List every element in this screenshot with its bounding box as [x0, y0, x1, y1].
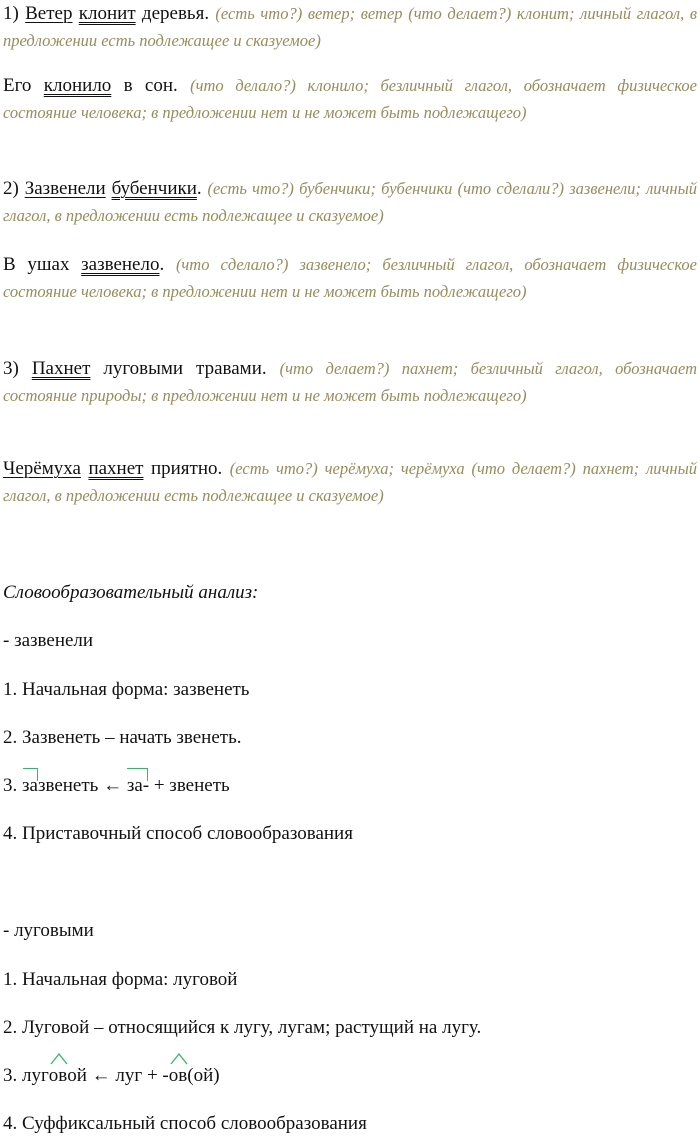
predicate-word: клонит [78, 3, 136, 24]
predicate-word: зазвенело [81, 254, 160, 275]
derivation-text: звенеть ← [37, 775, 127, 796]
sentence-rest: . [196, 178, 202, 199]
suffix-arc-icon [50, 1053, 68, 1065]
derivation-text: (ой) [187, 1065, 220, 1086]
sentence-block-2 [3, 72, 697, 126]
prefix-morpheme-source: за- [127, 772, 149, 799]
sentence-rest: деревья. [141, 3, 210, 24]
grammar-note: (есть что?) бубенчики; бубенчики (что сделали?) зазвенели; личный глагол, в предложении есть подлежащее и сказуемое) [3, 179, 698, 225]
analysis-heading: Словообразовательный анализ: [3, 582, 259, 603]
analysis-word-1-title: - зазвенели [3, 630, 94, 651]
suffix-morpheme: ов [49, 1062, 67, 1089]
predicate-word: клонило [43, 75, 112, 96]
analysis-word-1-step-2: 2. Зазвенеть – начать звенеть. [3, 727, 242, 748]
prefix-mark-icon [23, 768, 38, 781]
grammar-note: (что делает?) пахнет; безличный глагол, обозначает состояние природы; в предложении нет и не может быть подлежащего) [3, 359, 698, 405]
derivation-text: ой ← луг + - [67, 1065, 169, 1086]
analysis-word-2-step-1: 1. Начальная форма: луговой [3, 969, 238, 990]
sentence-block-5 [3, 355, 697, 409]
analysis-word-2-step-3 [3, 1062, 220, 1089]
sentence-start: В ушах [3, 254, 70, 275]
sentence-rest: в сон. [123, 75, 178, 96]
subject-word: Черёмуха [3, 458, 81, 479]
analysis-word-1-step-1: 1. Начальная форма: зазвенеть [3, 679, 250, 700]
item-number: 1) [3, 3, 19, 24]
analysis-word-2-step-4: 4. Суффиксальный способ словообразования [3, 1113, 367, 1134]
grammar-note: (есть что?) черёмуха; черёмуха (что делает?) пахнет; личный глагол, в предложении есть подлежащее и сказуемое) [3, 459, 697, 505]
predicate-word: бубенчики [111, 178, 197, 199]
analysis-word-2-title: - луговыми [3, 920, 94, 941]
grammar-note: (есть что?) ветер; ветер (что делает?) клонит; личный глагол, в предложении есть подлежащее и сказуемое) [3, 4, 698, 50]
prefix-morpheme: за [22, 772, 38, 799]
predicate-word: пахнет [88, 458, 144, 479]
grammar-note: (что делало?) клонило; безличный глагол, обозначает физическое состояние человека; в предложении нет и не может быть подлежащего) [3, 76, 697, 122]
subject-word: Зазвенели [24, 178, 106, 199]
derivation-text: 3. луг [3, 1065, 49, 1086]
step-number: 3. [3, 775, 22, 796]
sentence-block-6 [3, 455, 697, 509]
analysis-word-1-step-4: 4. Приставочный способ словообразования [3, 823, 353, 844]
item-number: 2) [3, 178, 19, 199]
sentence-block-3 [3, 175, 697, 229]
sentence-rest: луговыми травами. [103, 358, 267, 379]
analysis-word-2-step-2: 2. Луговой – относящийся к лугу, лугам; растущий на лугу. [3, 1017, 482, 1038]
suffix-arc-icon [170, 1053, 188, 1065]
subject-word: Ветер [25, 3, 73, 24]
sentence-start: Его [3, 75, 32, 96]
item-number: 3) [3, 358, 19, 379]
prefix-mark-icon [127, 768, 148, 781]
suffix-morpheme-source: ов [169, 1062, 187, 1089]
grammar-note: (что сделало?) зазвенело; безличный глагол, обозначает физическое состояние человека; в предложении нет и не может быть подлежащего) [3, 255, 697, 301]
analysis-word-1-step-3 [3, 772, 230, 799]
sentence-rest: . [159, 254, 165, 275]
sentence-block-1 [3, 0, 697, 54]
derivation-text: + звенеть [149, 775, 230, 796]
predicate-word: Пахнет [31, 358, 91, 379]
sentence-rest: приятно. [150, 458, 223, 479]
sentence-block-4 [3, 251, 697, 305]
